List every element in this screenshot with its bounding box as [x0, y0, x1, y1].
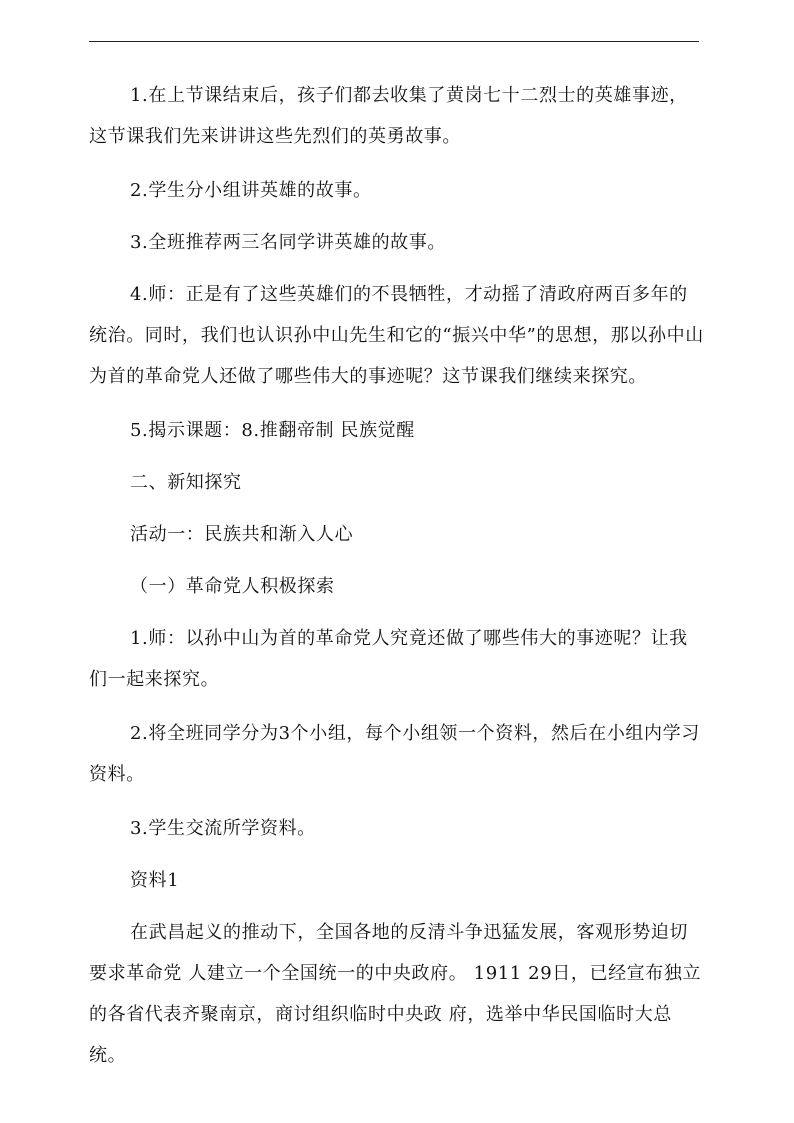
section-heading-new-knowledge: 二、新知探究	[130, 472, 242, 493]
material-heading: 资料1	[130, 870, 180, 891]
activity-heading: 活动一：民族共和渐入人心	[130, 524, 354, 545]
paragraph-material-text: 在武昌起义的推动下，全国各地的反清斗争迅猛发展，客观形势迫切要求革命党 人建立一个全国统一的中央政府。 1911 29日，已经宣布独立的各省代表齐聚南京，商讨组织临时中央政 府，选举中华民国临时大总统。	[89, 922, 702, 1066]
subsection-heading: （一）革命党人积极探索	[130, 576, 335, 597]
document-body	[89, 75, 705, 1089]
paragraph-teacher-transition: 4.师：正是有了这些英雄们的不畏牺牲，才动摇了清政府两百多年的统治。同时，我们也认识孙中山先生和它的“振兴中华”的思想，那以孙中山为首的革命党人还做了哪些伟大的事迹呢？这节课我们继续来探究。	[89, 284, 704, 387]
paragraph-group-division: 2.将全班同学分为3个小组，每个小组领一个资料，然后在小组内学习资料。	[89, 723, 700, 785]
paragraph-class-recommend: 3.全班推荐两三名同学讲英雄的故事。	[130, 232, 446, 253]
paragraph-teacher-question: 1.师：以孙中山为首的革命党人究竟还做了哪些伟大的事迹呢？让我们一起来探究。	[89, 628, 688, 690]
header-divider	[89, 41, 699, 42]
paragraph-student-exchange: 3.学生交流所学资料。	[130, 818, 316, 839]
paragraph-group-story: 2.学生分小组讲英雄的故事。	[130, 180, 372, 201]
paragraph-intro-collect: 1.在上节课结束后，孩子们都去收集了黄岗七十二烈士的英雄事迹，这节课我们先来讲讲这些先烈们的英勇故事。	[89, 85, 688, 147]
paragraph-lesson-title: 5.揭示课题：8.推翻帝制 民族觉醒	[130, 420, 415, 441]
